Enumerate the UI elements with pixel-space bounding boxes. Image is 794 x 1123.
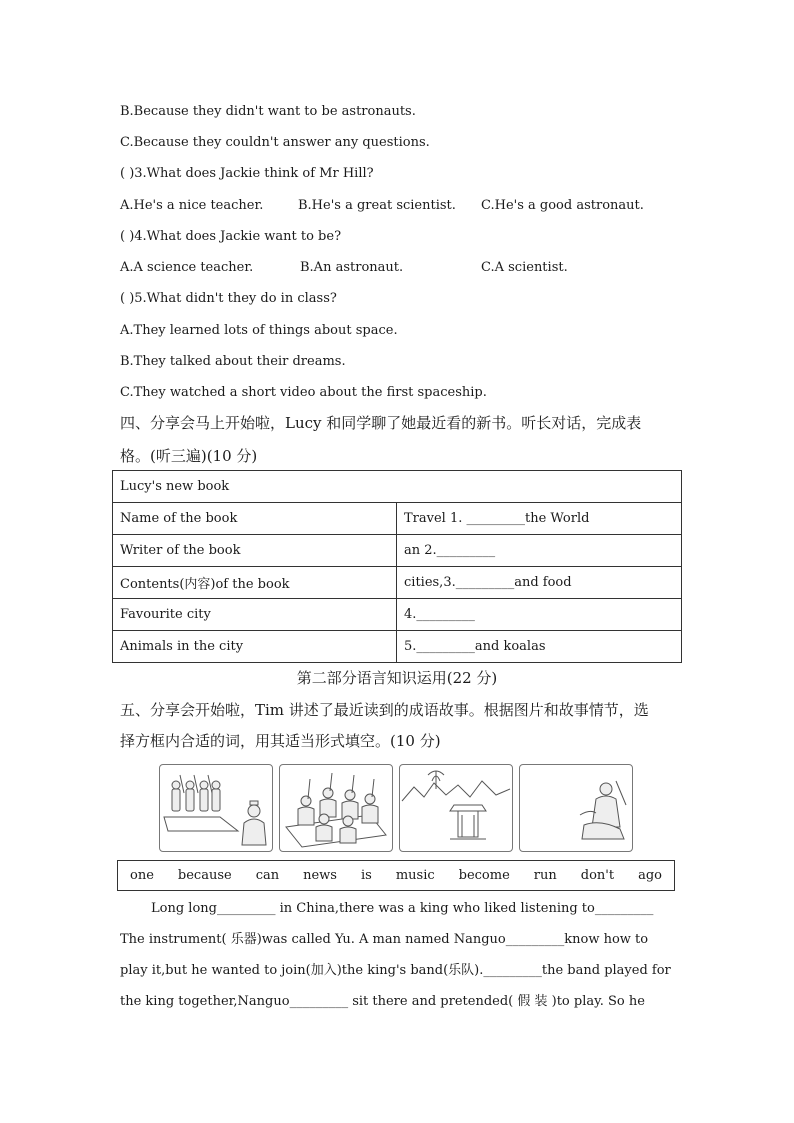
performers-illustration xyxy=(160,765,272,851)
section5-instruction-line1: 五、分享会开始啦，Tim 讲述了最近读到的成语故事。根据图片和故事情节，选 xyxy=(120,701,649,719)
section4-instruction-line2: 格。(听三遍)(10 分) xyxy=(120,447,258,465)
row-value: 5._________and koalas xyxy=(397,631,682,663)
row-value: Travel 1. _________the World xyxy=(397,503,682,535)
band-illustration xyxy=(280,765,392,851)
table-row xyxy=(113,503,682,535)
q2-option-b: B.Because they didn't want to be astronauts. xyxy=(120,104,416,119)
q4-stem: ( )4.What does Jackie want to be? xyxy=(120,229,342,244)
row-value: cities,3._________and food xyxy=(397,567,682,599)
table-row xyxy=(113,599,682,631)
q3-option-b: B.He's a great scientist. xyxy=(298,198,456,213)
table-row xyxy=(113,535,682,567)
q5-option-b: B.They talked about their dreams. xyxy=(120,354,346,369)
row-value: 4._________ xyxy=(397,599,682,631)
word-bank-item: become xyxy=(458,868,510,883)
row-label: Writer of the book xyxy=(113,535,397,567)
q4-option-b: B.An astronaut. xyxy=(300,260,404,275)
q5-option-a: A.They learned lots of things about space. xyxy=(120,323,398,338)
word-bank-item: one xyxy=(130,868,154,883)
q3-option-a: A.He's a nice teacher. xyxy=(120,198,264,213)
nanguo-illustration xyxy=(520,765,632,851)
word-bank-item: because xyxy=(177,868,232,883)
q2-option-c: C.Because they couldn't answer any questions. xyxy=(120,135,430,150)
table-header-row xyxy=(113,471,682,503)
row-label: Name of the book xyxy=(113,503,397,535)
q3-option-c: C.He's a good astronaut. xyxy=(481,198,644,213)
passage-line: the king together,Nanguo_________ sit there and pretended( 假 装 )to play. So he xyxy=(120,994,645,1009)
word-bank-item: news xyxy=(303,868,337,883)
palace-gate-illustration xyxy=(400,765,512,851)
story-picture-3 xyxy=(399,764,513,852)
section5-instruction-line2: 择方框内合适的词，用其适当形式填空。(10 分) xyxy=(120,732,441,750)
q5-stem: ( )5.What didn't they do in class? xyxy=(120,291,337,306)
table-row xyxy=(113,631,682,663)
row-label: Contents(内容)of the book xyxy=(113,567,397,599)
word-bank-item: ago xyxy=(638,868,662,883)
row-label: Favourite city xyxy=(113,599,397,631)
part2-title: 第二部分语言知识运用(22 分) xyxy=(296,669,498,687)
word-bank-item: is xyxy=(360,868,372,883)
q4-option-a: A.A science teacher. xyxy=(120,260,254,275)
q5-option-c: C.They watched a short video about the first spaceship. xyxy=(120,385,487,400)
word-bank-item: can xyxy=(255,868,280,883)
row-label: Animals in the city xyxy=(113,631,397,663)
row-value: an 2._________ xyxy=(397,535,682,567)
table-row xyxy=(113,567,682,599)
passage-line: The instrument( 乐器)was called Yu. A man named Nanguo_________know how to xyxy=(120,932,649,947)
passage-line: Long long_________ in China,there was a king who liked listening to_________ xyxy=(151,901,654,916)
story-picture-1 xyxy=(159,764,273,852)
section4-instruction-line1: 四、分享会马上开始啦，Lucy 和同学聊了她最近看的新书。听长对话，完成表 xyxy=(120,414,642,432)
passage-line: play it,but he wanted to join(加入)the king's band(乐队)._________the band played for xyxy=(120,963,671,978)
word-bank-item: music xyxy=(395,868,435,883)
table-header: Lucy's new book xyxy=(113,471,682,503)
story-picture-2 xyxy=(279,764,393,852)
word-bank-item: run xyxy=(533,868,557,883)
book-table xyxy=(112,470,682,663)
word-bank xyxy=(117,860,675,891)
q3-stem: ( )3.What does Jackie think of Mr Hill? xyxy=(120,166,374,181)
word-bank-item: don't xyxy=(580,868,615,883)
q4-option-c: C.A scientist. xyxy=(481,260,568,275)
story-picture-4 xyxy=(519,764,633,852)
